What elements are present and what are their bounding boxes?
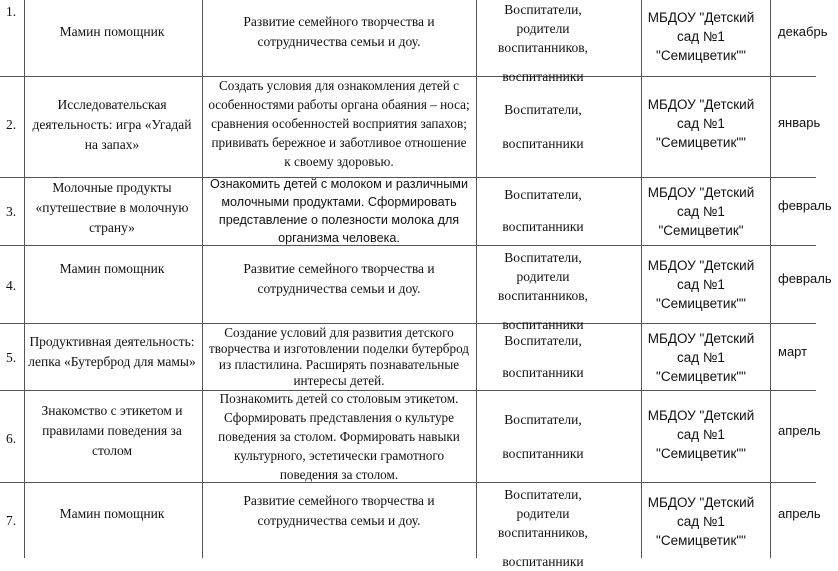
participants-line: воспитанники: [502, 219, 584, 234]
participants-line: Воспитатели, родители воспитанников,: [498, 2, 588, 55]
event-title: Исследовательская деятельность: игра «Угадай на запах»: [32, 97, 192, 152]
month: апрель: [778, 423, 821, 438]
event-goal: Ознакомить детей с молоком и различными молочными продуктами. Сформировать представление о полезности молока для организма человека.: [210, 177, 468, 245]
month: февраль: [778, 198, 832, 213]
month: апрель: [778, 506, 821, 521]
event-goal: Развитие семейного творчества и сотрудничества семьи и доу.: [243, 14, 435, 49]
event-title: Продуктивная деятельность: лепка «Бутерброд для мамы»: [28, 334, 196, 369]
month: март: [778, 344, 808, 359]
month: февраль: [778, 271, 832, 286]
table-row: [0, 246, 832, 332]
participants-line: Воспитатели,: [504, 102, 582, 117]
participants-line: Воспитатели,: [504, 333, 582, 348]
event-goal: Развитие семейного творчества и сотрудничества семьи и доу.: [243, 493, 435, 528]
month: декабрь: [778, 24, 828, 39]
table-row: [0, 177, 832, 245]
organization: МБДОУ "Детский сад №1 "Семицветик"": [647, 257, 755, 311]
participants: [480, 248, 606, 332]
participants-line: воспитанники: [502, 317, 584, 332]
participants: [480, 178, 606, 244]
event-title: Знакомство с этикетом и правилами поведения за столом: [41, 403, 183, 458]
participants-line: Воспитатели,: [504, 187, 582, 202]
organization: МБДОУ "Детский сад №1 "Семицветик"": [647, 494, 755, 548]
event-goal: Познакомить детей со столовым этикетом. Сформировать представления о культуре поведения за столом. Формировать навыки культурного, эстетически грамотного поведения за столом.: [218, 391, 460, 482]
organization: МБДОУ "Детский сад №1 "Семицветик"": [647, 330, 755, 384]
participants: [480, 391, 606, 482]
participants: [480, 0, 606, 84]
participants-line: Воспитатели, родители воспитанников,: [498, 250, 588, 303]
participants-line: Воспитатели, родители воспитанников,: [498, 487, 588, 540]
event-title: Молочные продукты «путешествие в молочную страну»: [35, 180, 189, 235]
event-goal: Создать условия для ознакомления детей с особенностями работы органа обаяния – носа; сравнения особенностей восприятия запахов; прививать бережное и заботливое отношение к своему здоровью.: [208, 77, 470, 169]
organization: МБДОУ "Детский сад №1 "Семицветик"": [647, 96, 755, 150]
participants-line: воспитанники: [502, 365, 584, 380]
participants: [480, 77, 606, 177]
row-number: 1.: [6, 4, 17, 19]
event-title: Мамин помощник: [59, 24, 165, 39]
event-title: Мамин помощник: [59, 261, 165, 276]
event-goal: Развитие семейного творчества и сотрудничества семьи и доу.: [243, 261, 435, 296]
event-title: Мамин помощник: [59, 506, 165, 521]
table-row: [0, 483, 821, 569]
participants-line: воспитанники: [502, 445, 584, 461]
participants-line: Воспитатели,: [504, 411, 582, 427]
participants: [480, 485, 606, 569]
table-row: [0, 324, 816, 390]
row-number: 7.: [6, 513, 17, 528]
participants-line: воспитанники: [502, 554, 584, 569]
participants-line: воспитанники: [502, 136, 584, 151]
organization: МБДОУ "Детский сад №1 "Семицветик": [647, 184, 755, 238]
row-number: 3.: [6, 204, 17, 219]
organization: МБДОУ "Детский сад №1 "Семицветик"": [647, 407, 755, 461]
participants-line: воспитанники: [502, 69, 584, 84]
table-row: [0, 77, 821, 177]
participants: [480, 324, 606, 390]
row-number: 2.: [6, 117, 17, 132]
organization: МБДОУ "Детский сад №1 "Семицветик"": [647, 9, 755, 63]
month: январь: [778, 115, 821, 130]
event-goal: Создание условий для развития детского творчества и изготовлении поделки бутерброд из пластилина. Расширять познавательные интересы детей.: [208, 325, 470, 388]
row-number: 6.: [6, 431, 17, 446]
table-row: [0, 391, 821, 482]
row-number: 5.: [6, 350, 17, 365]
table-row: [0, 0, 828, 84]
row-number: 4.: [6, 278, 17, 293]
